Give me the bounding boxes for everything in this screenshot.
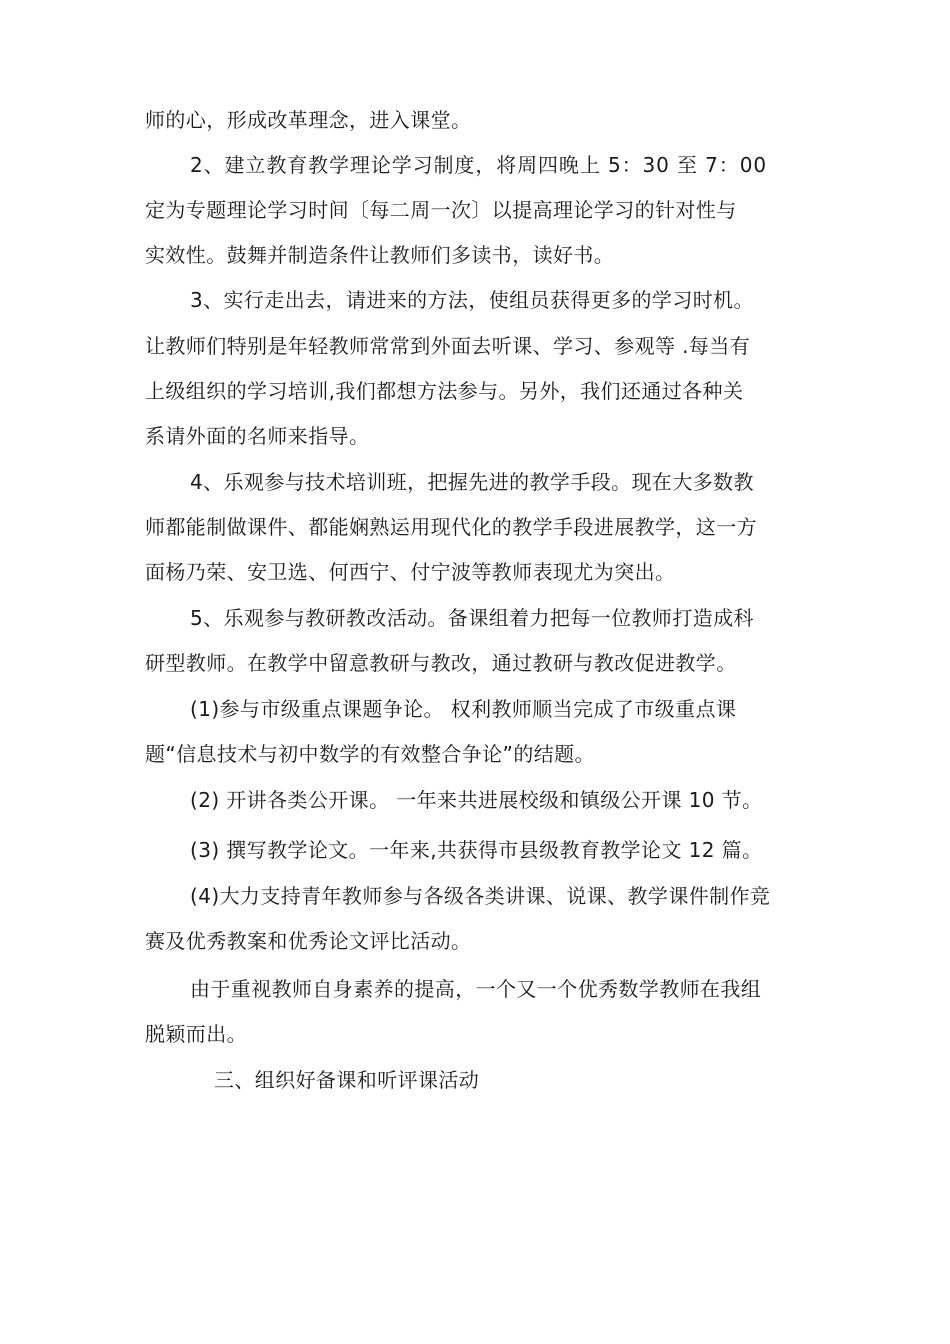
text-line: 研型教师。在教学中留意教研与教改，通过教研与教改促进教学。 (145, 651, 737, 675)
text-line: 题“信息技术与初中数学的有效整合争论”的结题。 (145, 742, 595, 766)
text-line: 让教师们特别是年轻教师常常到外面去听课、学习、参观等 .每当有 (145, 334, 751, 358)
text-line: 脱颖而出。 (145, 1022, 247, 1046)
text-line: 实效性。鼓舞并制造条件让教师们多读书，读好书。 (145, 243, 615, 267)
text-line: 3、实行走出去，请进来的方法，使组员获得更多的学习时机。 (190, 288, 754, 312)
text-line: (4)大力支持青年教师参与各级各类讲课、说课、教学课件制作竞 (190, 884, 771, 908)
text-line: 4、乐观参与技术培训班，把握先进的教学手段。现在大多数教 (190, 470, 754, 494)
text-line: 定为专题理论学习时间〔每二周一次〕以提高理论学习的针对性与 (145, 198, 737, 222)
text-line: (1)参与市级重点课题争论。 权利教师顺当完成了市级重点课 (190, 697, 737, 721)
text-line: (3) 撰写教学论文。一年来,共获得市县级教育教学论文 12 篇。 (190, 838, 763, 862)
text-line: 2、建立教育教学理论学习制度，将周四晚上 5：30 至 7：00 (190, 153, 767, 177)
text-line: 5、乐观参与教研教改活动。备课组着力把每一位教师打造成科 (190, 606, 754, 630)
text-line: 面杨乃荣、安卫选、何西宁、付宁波等教师表现尤为突出。 (145, 560, 676, 584)
text-line: 上级组织的学习培训,我们都想方法参与。另外，我们还通过各种关 (145, 379, 744, 403)
text-line: 师都能制做课件、都能娴熟运用现代化的教学手段进展教学，这一方 (145, 515, 757, 539)
text-line: (2) 开讲各类公开课。 一年来共进展校级和镇级公开课 10 节。 (190, 788, 763, 812)
section-heading: 三、组织好备课和听评课活动 (214, 1068, 480, 1092)
text-line: 由于重视教师自身素养的提高，一个又一个优秀数学教师在我组 (190, 977, 762, 1001)
text-line: 赛及优秀教案和优秀论文评比活动。 (145, 929, 472, 953)
text-line: 系请外面的名师来指导。 (145, 424, 370, 448)
text-line: 师的心，形成改革理念，进入课堂。 (145, 108, 472, 132)
